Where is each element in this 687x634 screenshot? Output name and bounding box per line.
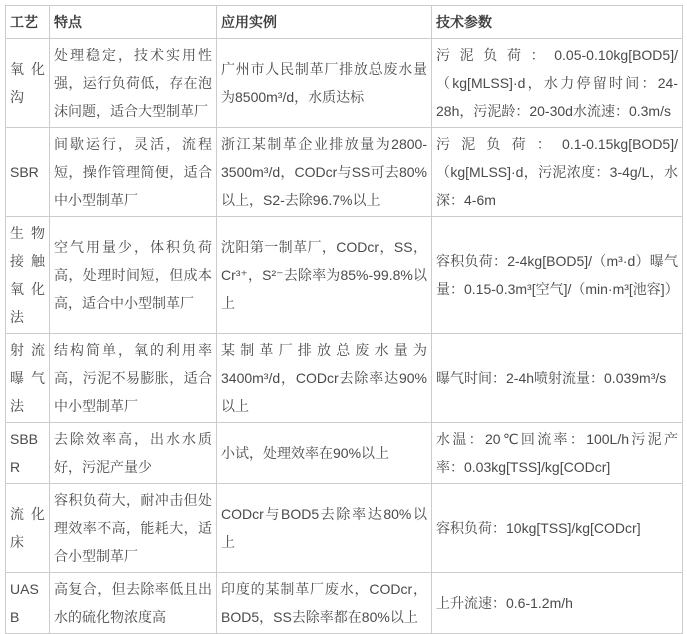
column-header-params: 技术参数	[432, 6, 683, 39]
cell-features: 去除效率高，出水水质好，污泥产量少	[50, 423, 217, 484]
table-row	[6, 573, 683, 634]
process-comparison-table	[5, 5, 683, 634]
column-header-features: 特点	[50, 6, 217, 39]
cell-example: 印度的某制革厂废水，CODcr，BOD5，SS去除率都在80%以上	[217, 573, 432, 634]
cell-process: 流化床	[6, 484, 50, 573]
header-row	[6, 6, 683, 39]
table-row	[6, 484, 683, 573]
cell-params: 容积负荷：2-4kg[BOD5]/（m³·d）曝气量：0.15-0.3m³[空气]/（min·m³[池容]）	[432, 217, 683, 334]
table-row	[6, 39, 683, 128]
cell-features: 容积负荷大，耐冲击但处理效率不高，能耗大，适合小型制革厂	[50, 484, 217, 573]
column-header-process: 工艺	[6, 6, 50, 39]
cell-example: CODcr与BOD5去除率达80%以上	[217, 484, 432, 573]
table-row	[6, 128, 683, 217]
cell-process: 生物接触氧化法	[6, 217, 50, 334]
cell-features: 处理稳定，技术实用性强，运行负荷低，存在泡沫问题，适合大型制革厂	[50, 39, 217, 128]
cell-params: 水温：20℃回流率：100L/h污泥产率：0.03kg[TSS]/kg[CODcr]	[432, 423, 683, 484]
cell-process: SBR	[6, 128, 50, 217]
cell-process: SBBR	[6, 423, 50, 484]
cell-example: 浙江某制革企业排放量为2800-3500m³/d，CODcr与SS可去80%以上，S2-去除96.7%以上	[217, 128, 432, 217]
cell-params: 曝气时间：2-4h喷射流量：0.039m³/s	[432, 334, 683, 423]
cell-process: 射流曝气法	[6, 334, 50, 423]
cell-params: 污泥负荷：0.05-0.10kg[BOD5]/（kg[MLSS]·d，水力停留时间：24-28h，污泥龄：20-30d水流速：0.3m/s	[432, 39, 683, 128]
cell-params: 容积负荷：10kg[TSS]/kg[CODcr]	[432, 484, 683, 573]
table-row	[6, 334, 683, 423]
table-row	[6, 423, 683, 484]
cell-process: UASB	[6, 573, 50, 634]
cell-process: 氧化沟	[6, 39, 50, 128]
table-body	[6, 39, 683, 634]
cell-features: 空气用量少，体积负荷高，处理时间短，但成本高，适合中小型制革厂	[50, 217, 217, 334]
cell-features: 高复合，但去除率低且出水的硫化物浓度高	[50, 573, 217, 634]
cell-example: 小试，处理效率在90%以上	[217, 423, 432, 484]
column-header-example: 应用实例	[217, 6, 432, 39]
cell-example: 某制革厂排放总废水量为3400m³/d，CODcr去除率达90%以上	[217, 334, 432, 423]
cell-params: 污泥负荷：0.1-0.15kg[BOD5]/（kg[MLSS]·d，污泥浓度：3-4g/L，水深：4-6m	[432, 128, 683, 217]
table-header	[6, 6, 683, 39]
table-row	[6, 217, 683, 334]
cell-params: 上升流速：0.6-1.2m/h	[432, 573, 683, 634]
cell-features: 间歇运行，灵活，流程短，操作管理简便，适合中小型制革厂	[50, 128, 217, 217]
cell-example: 广州市人民制革厂排放总废水量为8500m³/d，水质达标	[217, 39, 432, 128]
cell-features: 结构简单，氧的利用率高，污泥不易膨胀，适合中小型制革厂	[50, 334, 217, 423]
cell-example: 沈阳第一制革厂，CODcr，SS，Cr³⁺，S²⁻去除率为85%-99.8%以上	[217, 217, 432, 334]
